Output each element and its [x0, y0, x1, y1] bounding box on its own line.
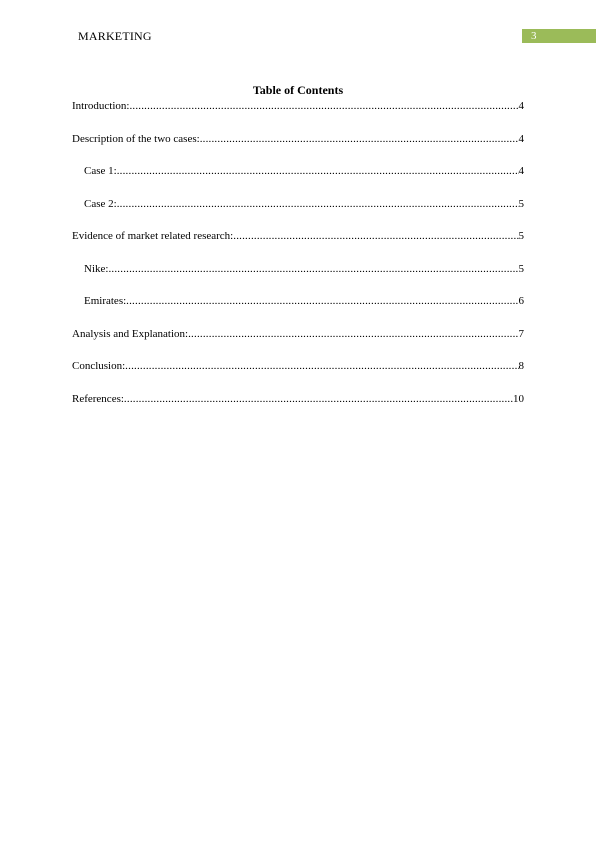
toc-title: Table of Contents — [252, 83, 344, 97]
dot-leader — [124, 392, 513, 406]
toc-entry-label: Case 2: — [84, 197, 117, 210]
dot-leader — [188, 327, 518, 341]
dot-leader — [117, 197, 519, 211]
toc-entry-page: 10 — [513, 392, 524, 405]
dot-leader — [233, 229, 518, 243]
dot-leader — [129, 99, 518, 113]
dot-leader — [108, 262, 518, 276]
dot-leader — [125, 359, 518, 373]
toc-entry-label: Evidence of market related research: — [72, 230, 234, 242]
page-number: 3 — [531, 30, 537, 42]
toc-entry-conclusion[interactable] — [72, 359, 524, 373]
dot-leader — [117, 164, 519, 178]
toc-entry-analysis[interactable] — [72, 327, 524, 341]
toc-entry-emirates[interactable] — [72, 294, 524, 308]
toc-entry-page: 5 — [518, 197, 524, 210]
page-number-badge — [522, 29, 596, 43]
toc-entry-label: Case 1: — [84, 165, 117, 177]
toc-entry-case-1[interactable] — [72, 164, 524, 178]
toc-entry-page: 7 — [518, 327, 524, 340]
toc-entry-evidence-of-research[interactable] — [72, 229, 524, 243]
table-of-contents — [72, 99, 524, 424]
toc-entry-introduction[interactable] — [72, 99, 524, 113]
running-header-title: MARKETING — [78, 29, 152, 43]
toc-entry-label: Emirates: — [84, 295, 127, 307]
toc-entry-label: References: — [72, 392, 124, 405]
toc-entry-references[interactable] — [72, 392, 524, 406]
toc-entry-page: 5 — [518, 230, 524, 242]
toc-entry-page: 4 — [518, 165, 524, 177]
toc-entry-label: Analysis and Explanation: — [72, 327, 189, 340]
toc-entry-nike[interactable] — [72, 262, 524, 276]
dot-leader — [126, 294, 518, 308]
toc-entry-description-of-cases[interactable] — [72, 132, 524, 146]
toc-entry-label: Nike: — [84, 262, 109, 275]
toc-entry-page: 6 — [518, 295, 524, 307]
toc-entry-case-2[interactable] — [72, 197, 524, 211]
dot-leader — [200, 132, 519, 146]
toc-entry-label: Introduction: — [72, 100, 130, 112]
toc-entry-label: Conclusion: — [72, 360, 126, 372]
toc-entry-page: 5 — [518, 262, 524, 275]
toc-entry-page: 4 — [518, 132, 524, 145]
toc-entry-page: 4 — [518, 100, 524, 112]
toc-entry-label: Description of the two cases: — [72, 132, 200, 145]
toc-entry-page: 8 — [518, 360, 524, 372]
